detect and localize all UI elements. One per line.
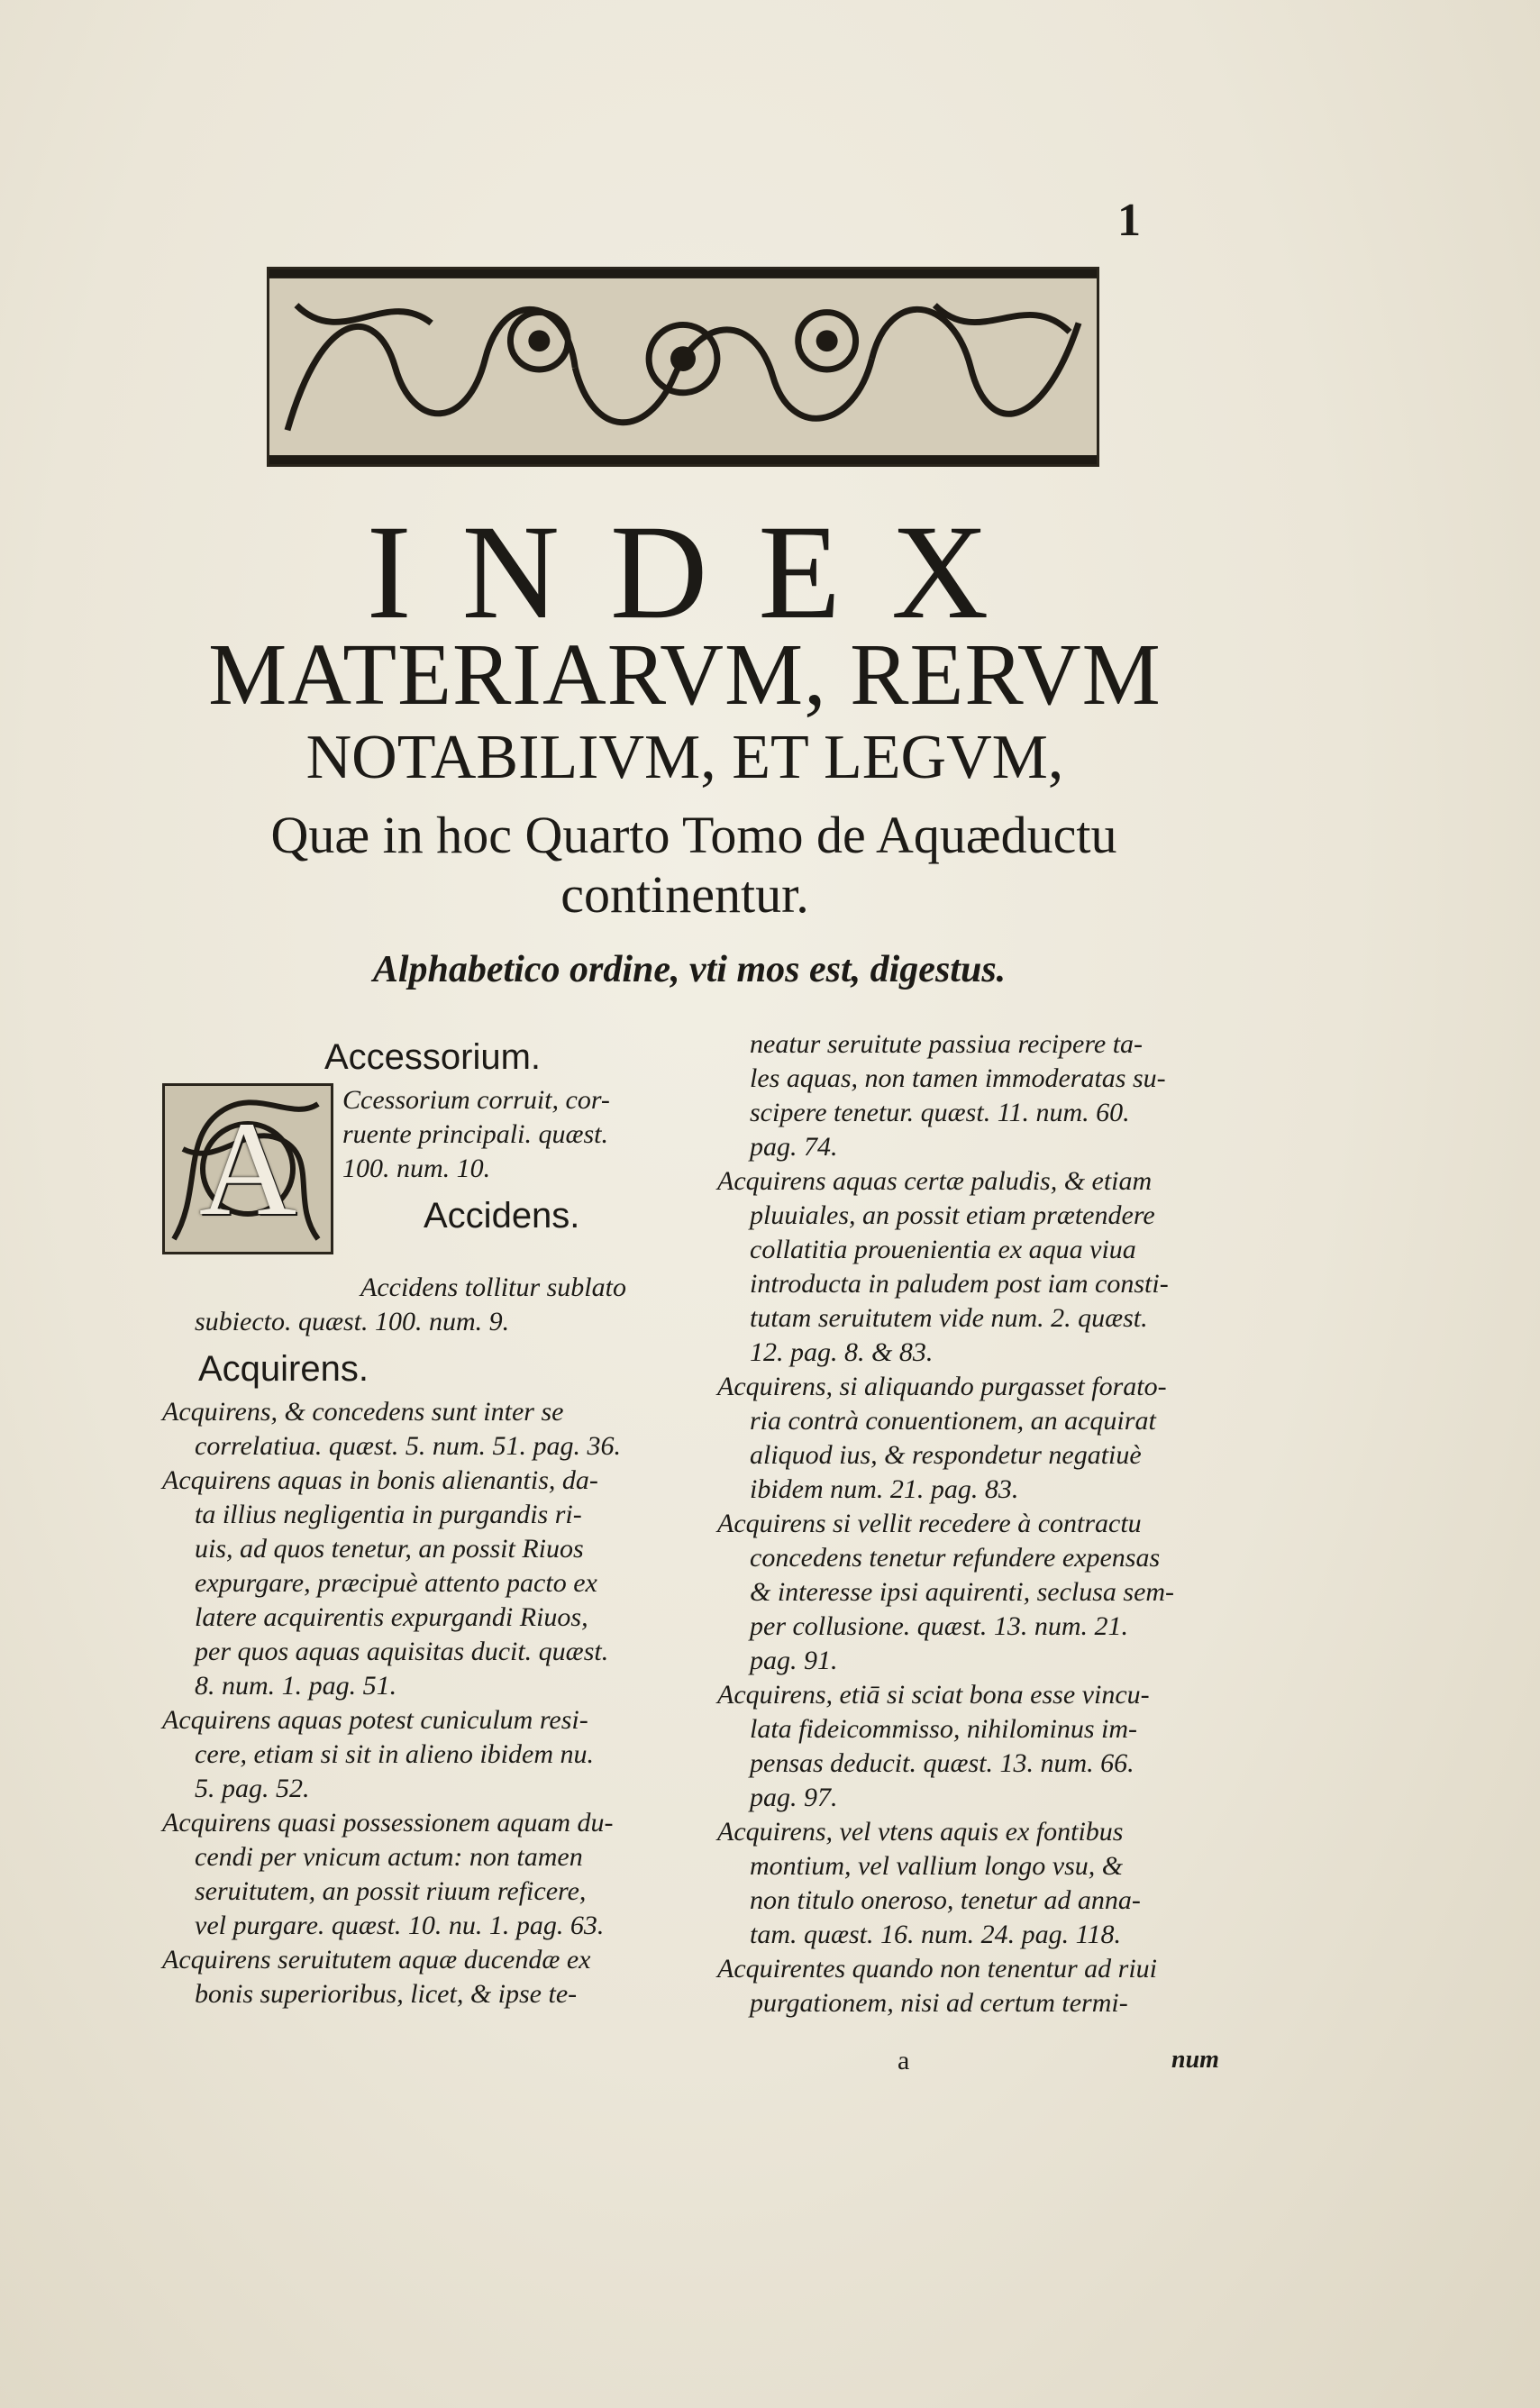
text-line: 100. num. 10. — [342, 1154, 491, 1183]
index-entry — [717, 1027, 1249, 1164]
text-line: pag. 97. — [750, 1783, 838, 1812]
text-line: vel purgare. quæst. 10. nu. 1. pag. 63. — [195, 1911, 605, 1940]
catchword: num — [1171, 2046, 1219, 2074]
index-entry — [717, 1952, 1249, 2020]
accidens-entry — [162, 1271, 703, 1339]
text-line: non titulo oneroso, tenetur ad anna- — [750, 1885, 1141, 1915]
text-line: neatur seruitute passiua recipere ta- — [750, 1029, 1144, 1059]
drop-cap-ornament — [162, 1083, 333, 1254]
text-line: Acquirens, etiā si sciat bona esse vincu- — [717, 1680, 1150, 1710]
text-line: Acquirens aquas in bonis alienantis, da- — [162, 1465, 598, 1495]
text-line: montium, vel vallium longo vsu, & — [750, 1851, 1124, 1881]
text-line: pag. 74. — [750, 1132, 838, 1162]
heading-accessorium: Accessorium. — [323, 1037, 542, 1077]
left-column — [162, 1027, 703, 2011]
text-line: Acquirens quasi possessionem aquam du- — [162, 1808, 614, 1838]
title-index: INDEX — [366, 497, 1040, 647]
title-materiarum: MATERIARVM, RERVM — [208, 626, 1162, 724]
signature-mark: a — [898, 2046, 910, 2075]
text-line: pensas deducit. quæst. 13. num. 66. — [750, 1748, 1134, 1778]
text-line: pluuiales, an possit etiam prætendere — [750, 1200, 1155, 1230]
text-line: subiecto. quæst. 100. num. 9. — [195, 1307, 510, 1336]
text-line: ria contrà conuentionem, an acquirat — [750, 1406, 1156, 1436]
text-line: seruitutem, an possit riuum reficere, — [195, 1876, 587, 1906]
text-line: scipere tenetur. quæst. 11. num. 60. — [750, 1098, 1130, 1127]
page-number: 1 — [1117, 195, 1141, 246]
text-line: 5. pag. 52. — [195, 1774, 310, 1803]
text-line: collatitia prouenientia ex aqua viua — [750, 1235, 1136, 1264]
text-line: & interesse ipsi aquirenti, seclusa sem- — [750, 1577, 1175, 1607]
text-line: uis, ad quos tenetur, an possit Riuos — [195, 1534, 584, 1564]
text-line: tutam seruitutem vide num. 2. quæst. — [750, 1303, 1148, 1333]
text-line: les aquas, non tamen immoderatas su- — [750, 1063, 1166, 1093]
index-entry — [717, 1507, 1249, 1678]
text-line: per quos aquas aquisitas ducit. quæst. — [195, 1637, 609, 1666]
text-line: cendi per vnicum actum: non tamen — [195, 1842, 583, 1872]
index-entry — [162, 1703, 703, 1806]
index-entry — [717, 1678, 1249, 1815]
text-line: Acquirens seruitutem aquæ ducendæ ex — [162, 1945, 591, 1975]
ornamental-headpiece — [267, 267, 1099, 467]
text-line: Acquirens aquas potest cuniculum resi- — [162, 1705, 588, 1735]
text-line: Acquirens, si aliquando purgasset forato- — [717, 1372, 1167, 1401]
index-entry — [162, 1395, 703, 1464]
text-line: correlatiua. quæst. 5. num. 51. pag. 36. — [195, 1431, 622, 1461]
accessorium-text — [342, 1083, 703, 1242]
text-line: 12. pag. 8. & 83. — [750, 1337, 934, 1367]
text-line: per collusione. quæst. 13. num. 21. — [750, 1611, 1128, 1641]
title-notabilium: NOTABILIVM, ET LEGVM, — [305, 723, 1064, 792]
text-line: ibidem num. 21. pag. 83. — [750, 1474, 1019, 1504]
text-line: bonis superioribus, licet, & ipse te- — [195, 1979, 578, 2009]
index-entry — [162, 1464, 703, 1703]
title-continentur: continentur. — [560, 865, 809, 924]
title-quae-in-hoc: Quæ in hoc Quarto Tomo de Aquæductu — [270, 806, 1117, 864]
text-line: Ccessorium corruit, cor- — [342, 1085, 610, 1115]
index-entry — [162, 1943, 703, 2011]
index-entry — [162, 1806, 703, 1943]
text-line: Acquirentes quando non tenentur ad riui — [717, 1954, 1157, 1984]
heading-acquirens: Acquirens. — [198, 1349, 369, 1389]
subtitle: Alphabetico ordine, vti mos est, digestus. — [372, 949, 1007, 990]
index-entry — [717, 1815, 1249, 1952]
index-entry — [717, 1164, 1249, 1370]
index-entry — [717, 1370, 1249, 1507]
text-line: Acquirens, & concedens sunt inter se — [162, 1397, 564, 1427]
text-line: Accidens tollitur sublato — [360, 1272, 626, 1302]
text-line: concedens tenetur refundere expensas — [750, 1543, 1161, 1573]
text-line: Acquirens aquas certæ paludis, & etiam — [717, 1166, 1153, 1196]
text-line: Acquirens, vel vtens aquis ex fontibus — [717, 1817, 1124, 1847]
text-line: ta illius negligentia in purgandis ri- — [195, 1500, 582, 1529]
text-line: introducta in paludem post iam consti- — [750, 1269, 1169, 1299]
heading-accidens: Accidens. — [424, 1196, 580, 1236]
accessorium-entry — [162, 1083, 703, 1271]
text-line: expurgare, præcipuè attento pacto ex — [195, 1568, 597, 1598]
text-line: cere, etiam si sit in alieno ibidem nu. — [195, 1739, 594, 1769]
drop-cap-letter: A — [198, 1094, 297, 1244]
text-line: 8. num. 1. pag. 51. — [195, 1671, 397, 1701]
text-line: lata fideicommisso, nihilominus im- — [750, 1714, 1137, 1744]
text-line: aliquod ius, & respondetur negatiuè — [750, 1440, 1142, 1470]
text-line: Acquirens si vellit recedere à contractu — [717, 1509, 1142, 1538]
text-line: ruente principali. quæst. — [342, 1119, 608, 1149]
right-column — [717, 1027, 1249, 2020]
text-line: purgationem, nisi ad certum termi- — [750, 1988, 1128, 2018]
text-line: pag. 91. — [750, 1646, 838, 1675]
text-line: latere acquirentis expurgandi Riuos, — [195, 1602, 588, 1632]
text-line: tam. quæst. 16. num. 24. pag. 118. — [750, 1920, 1121, 1949]
